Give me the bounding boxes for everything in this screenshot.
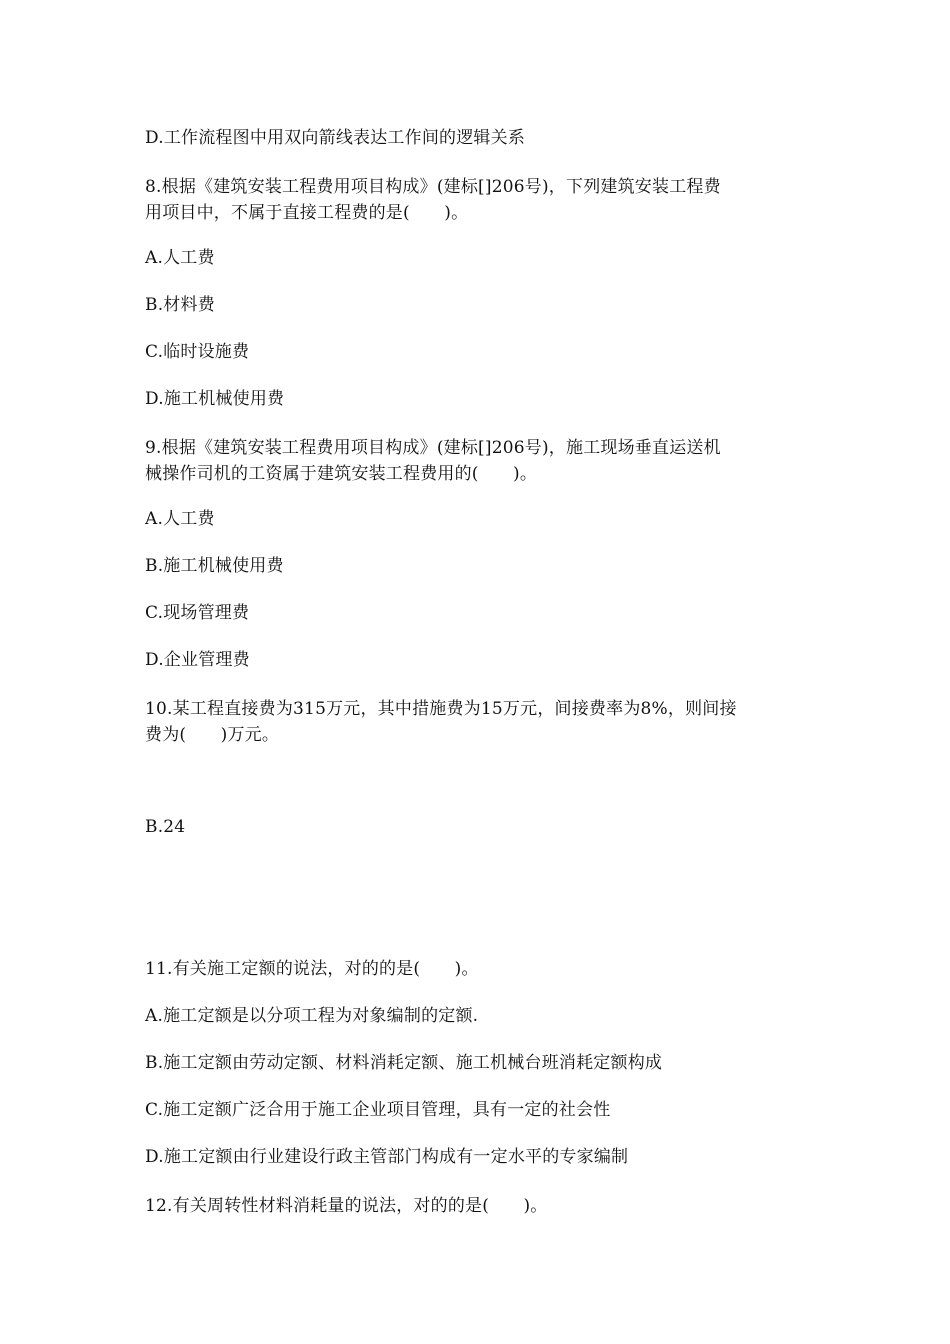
q9-option-a: A.人工费 bbox=[145, 509, 215, 529]
q9-stem-line-1: 9.根据《建筑安装工程费用项目构成》(建标[]206号)，施工现场垂直运送机 bbox=[145, 438, 721, 458]
q10-stem-line-2: 费为( )万元。 bbox=[145, 725, 280, 745]
q8-option-d: D.施工机械使用费 bbox=[145, 389, 285, 409]
q8-stem-line-2: 用项目中，不属于直接工程费的是( )。 bbox=[145, 203, 469, 223]
q12-stem: 12.有关周转性材料消耗量的说法，对的的是( )。 bbox=[145, 1196, 548, 1216]
q9-stem-line-2: 械操作司机的工资属于建筑安装工程费用的( )。 bbox=[145, 464, 538, 484]
q7-option-d: D.工作流程图中用双向箭线表达工作间的逻辑关系 bbox=[145, 128, 526, 148]
q11-option-d: D.施工定额由行业建设行政主管部门构成有一定水平的专家编制 bbox=[145, 1147, 629, 1167]
q8-option-a: A.人工费 bbox=[145, 248, 215, 268]
q11-stem: 11.有关施工定额的说法，对的的是( )。 bbox=[145, 959, 479, 979]
q11-option-c: C.施工定额广泛合用于施工企业项目管理，具有一定的社会性 bbox=[145, 1100, 611, 1120]
q11-option-a: A.施工定额是以分项工程为对象编制的定额. bbox=[145, 1006, 479, 1026]
q8-option-b: B.材料费 bbox=[145, 295, 215, 315]
q9-option-d: D.企业管理费 bbox=[145, 650, 250, 670]
q10-stem-line-1: 10.某工程直接费为315万元，其中措施费为15万元，间接费率为8%，则间接 bbox=[145, 699, 737, 719]
q9-option-b: B.施工机械使用费 bbox=[145, 556, 284, 576]
q8-option-c: C.临时设施费 bbox=[145, 342, 250, 362]
q8-stem-line-1: 8.根据《建筑安装工程费用项目构成》(建标[]206号)，下列建筑安装工程费 bbox=[145, 177, 721, 197]
q9-option-c: C.现场管理费 bbox=[145, 603, 250, 623]
q10-option-b: B.24 bbox=[145, 817, 186, 837]
q11-option-b: B.施工定额由劳动定额、材料消耗定额、施工机械台班消耗定额构成 bbox=[145, 1053, 663, 1073]
